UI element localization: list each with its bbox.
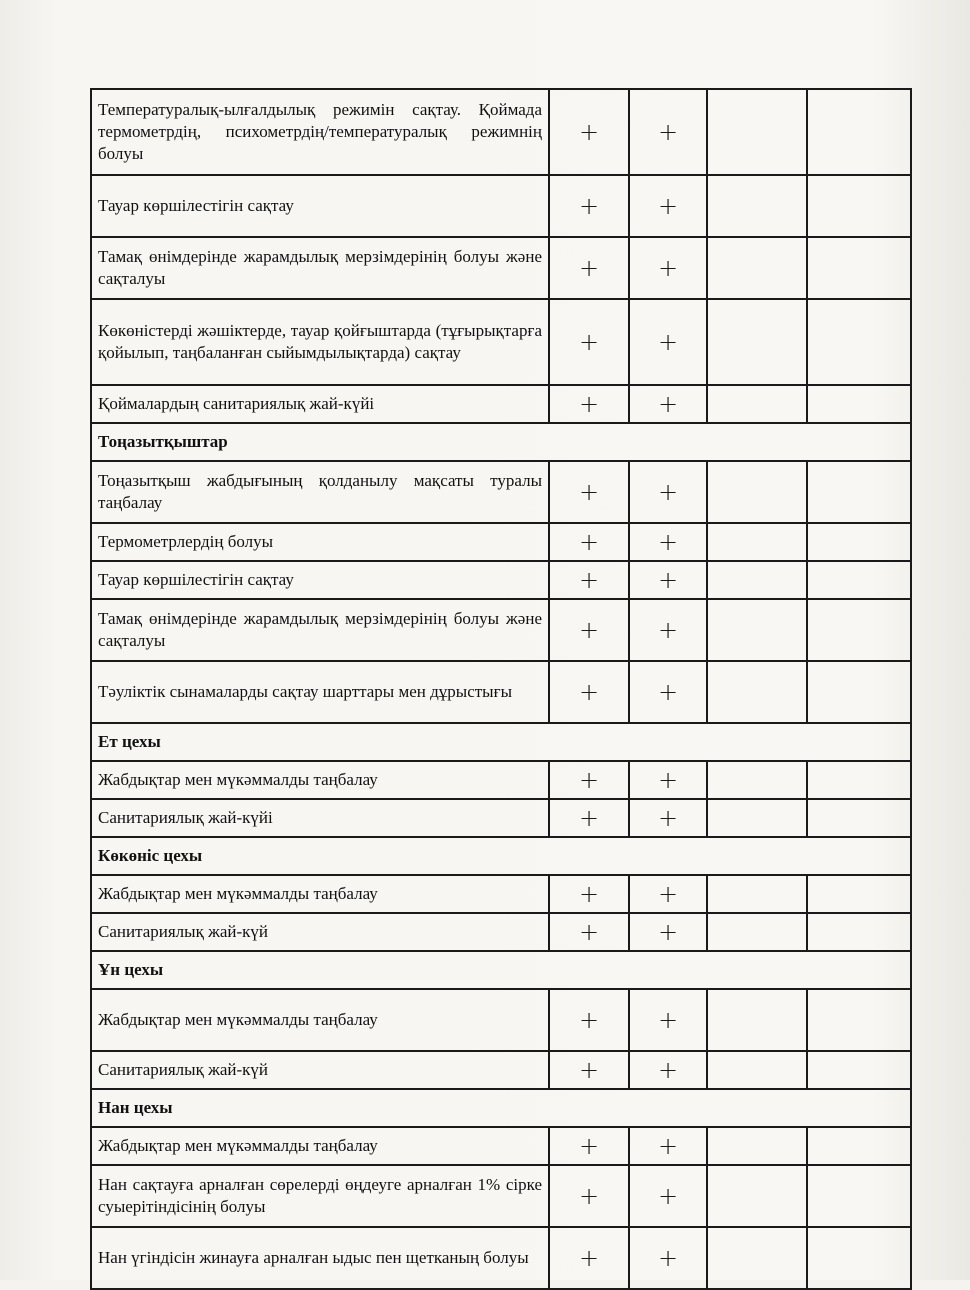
checklist-row xyxy=(91,875,911,913)
empty-cell xyxy=(807,237,911,299)
section-row xyxy=(91,837,911,875)
checklist-row xyxy=(91,1051,911,1089)
empty-cell xyxy=(707,299,807,385)
check-mark-c2: + xyxy=(629,299,707,385)
criterion-text: Термометрлердің болуы xyxy=(91,523,549,561)
empty-cell xyxy=(807,461,911,523)
check-mark-c1: + xyxy=(549,875,629,913)
criterion-text: Санитариялық жай-күй xyxy=(91,1051,549,1089)
check-mark-c1: + xyxy=(549,1127,629,1165)
criterion-text: Жабдықтар мен мүкәммалды таңбалау xyxy=(91,761,549,799)
criterion-text: Санитариялық жай-күйі xyxy=(91,799,549,837)
empty-cell xyxy=(707,561,807,599)
checklist-row xyxy=(91,1165,911,1227)
checklist-row xyxy=(91,385,911,423)
check-mark-c1: + xyxy=(549,89,629,175)
check-mark-c1: + xyxy=(549,761,629,799)
criterion-text: Тамақ өнімдерінде жарамдылық мерзімдерінің болуы және сақталуы xyxy=(91,599,549,661)
empty-cell xyxy=(707,799,807,837)
empty-cell xyxy=(807,913,911,951)
section-title: Көкөніс цехы xyxy=(91,837,911,875)
checklist-row xyxy=(91,989,911,1051)
check-mark-c2: + xyxy=(629,237,707,299)
section-title: Ет цехы xyxy=(91,723,911,761)
empty-cell xyxy=(707,875,807,913)
section-row xyxy=(91,951,911,989)
check-mark-c1: + xyxy=(549,989,629,1051)
criterion-text: Жабдықтар мен мүкәммалды таңбалау xyxy=(91,875,549,913)
empty-cell xyxy=(707,989,807,1051)
criterion-text: Температуралық-ылғалдылық режимін сақтау. Қоймада термометрдің, психометрдің/температуралық режимнің болуы xyxy=(91,89,549,175)
checklist-row xyxy=(91,599,911,661)
empty-cell xyxy=(807,561,911,599)
check-mark-c1: + xyxy=(549,599,629,661)
empty-cell xyxy=(807,989,911,1051)
checklist-table xyxy=(90,88,912,1290)
check-mark-c2: + xyxy=(629,661,707,723)
checklist-row xyxy=(91,1127,911,1165)
criterion-text: Санитариялық жай-күй xyxy=(91,913,549,951)
empty-cell xyxy=(707,237,807,299)
empty-cell xyxy=(807,1165,911,1227)
checklist-row xyxy=(91,299,911,385)
check-mark-c1: + xyxy=(549,1165,629,1227)
check-mark-c2: + xyxy=(629,523,707,561)
criterion-text: Нан сақтауға арналған сөрелерді өңдеуге арналған 1% сірке суыерітіндісінің болуы xyxy=(91,1165,549,1227)
criterion-text: Тамақ өнімдерінде жарамдылық мерзімдерінің болуы және сақталуы xyxy=(91,237,549,299)
empty-cell xyxy=(807,1051,911,1089)
empty-cell xyxy=(807,299,911,385)
empty-cell xyxy=(707,661,807,723)
criterion-text: Тауар көршілестігін сақтау xyxy=(91,561,549,599)
checklist-row xyxy=(91,175,911,237)
checklist-row xyxy=(91,913,911,951)
empty-cell xyxy=(807,385,911,423)
empty-cell xyxy=(807,1127,911,1165)
check-mark-c2: + xyxy=(629,461,707,523)
check-mark-c1: + xyxy=(549,799,629,837)
empty-cell xyxy=(707,761,807,799)
checklist-row xyxy=(91,523,911,561)
section-row xyxy=(91,423,911,461)
check-mark-c1: + xyxy=(549,661,629,723)
check-mark-c2: + xyxy=(629,1051,707,1089)
checklist-row xyxy=(91,661,911,723)
checklist-row xyxy=(91,561,911,599)
criterion-text: Қоймалардың санитариялық жай-күйі xyxy=(91,385,549,423)
criterion-text: Көкөністерді жәшіктерде, тауар қойғыштарда (тұғырықтарға қойылып, таңбаланған сыйымдылықтарда) сақтау xyxy=(91,299,549,385)
checklist-row xyxy=(91,89,911,175)
empty-cell xyxy=(707,913,807,951)
empty-cell xyxy=(807,599,911,661)
empty-cell xyxy=(707,1165,807,1227)
empty-cell xyxy=(807,523,911,561)
check-mark-c1: + xyxy=(549,1051,629,1089)
empty-cell xyxy=(707,599,807,661)
empty-cell xyxy=(807,875,911,913)
section-row xyxy=(91,723,911,761)
checklist-body xyxy=(91,89,911,1289)
section-row xyxy=(91,1089,911,1127)
criterion-text: Жабдықтар мен мүкәммалды таңбалау xyxy=(91,989,549,1051)
check-mark-c1: + xyxy=(549,237,629,299)
checklist-row xyxy=(91,237,911,299)
empty-cell xyxy=(707,1127,807,1165)
criterion-text: Жабдықтар мен мүкәммалды таңбалау xyxy=(91,1127,549,1165)
empty-cell xyxy=(807,661,911,723)
check-mark-c1: + xyxy=(549,299,629,385)
check-mark-c2: + xyxy=(629,875,707,913)
check-mark-c2: + xyxy=(629,599,707,661)
criterion-text: Нан үгіндісін жинауға арналған ыдыс пен щетканың болуы xyxy=(91,1227,549,1289)
check-mark-c2: + xyxy=(629,89,707,175)
check-mark-c1: + xyxy=(549,175,629,237)
check-mark-c2: + xyxy=(629,561,707,599)
check-mark-c2: + xyxy=(629,385,707,423)
check-mark-c2: + xyxy=(629,913,707,951)
empty-cell xyxy=(707,175,807,237)
check-mark-c1: + xyxy=(549,461,629,523)
empty-cell xyxy=(807,175,911,237)
check-mark-c1: + xyxy=(549,385,629,423)
check-mark-c1: + xyxy=(549,523,629,561)
section-title: Нан цехы xyxy=(91,1089,911,1127)
empty-cell xyxy=(707,89,807,175)
check-mark-c2: + xyxy=(629,799,707,837)
criterion-text: Тоңазытқыш жабдығының қолданылу мақсаты туралы таңбалау xyxy=(91,461,549,523)
check-mark-c1: + xyxy=(549,561,629,599)
checklist-row xyxy=(91,761,911,799)
empty-cell xyxy=(707,523,807,561)
criterion-text: Тәуліктік сынамаларды сақтау шарттары мен дұрыстығы xyxy=(91,661,549,723)
criterion-text: Тауар көршілестігін сақтау xyxy=(91,175,549,237)
section-title: Ұн цехы xyxy=(91,951,911,989)
check-mark-c2: + xyxy=(629,1165,707,1227)
check-mark-c2: + xyxy=(629,175,707,237)
checklist-row xyxy=(91,461,911,523)
empty-cell xyxy=(807,761,911,799)
empty-cell xyxy=(707,385,807,423)
empty-cell xyxy=(807,89,911,175)
empty-cell xyxy=(707,1051,807,1089)
check-mark-c1: + xyxy=(549,1227,629,1289)
check-mark-c2: + xyxy=(629,1127,707,1165)
empty-cell xyxy=(807,799,911,837)
empty-cell xyxy=(707,461,807,523)
check-mark-c2: + xyxy=(629,989,707,1051)
check-mark-c1: + xyxy=(549,913,629,951)
section-title: Тоңазытқыштар xyxy=(91,423,911,461)
check-mark-c2: + xyxy=(629,761,707,799)
checklist-row xyxy=(91,799,911,837)
check-mark-c2: + xyxy=(629,1227,707,1289)
